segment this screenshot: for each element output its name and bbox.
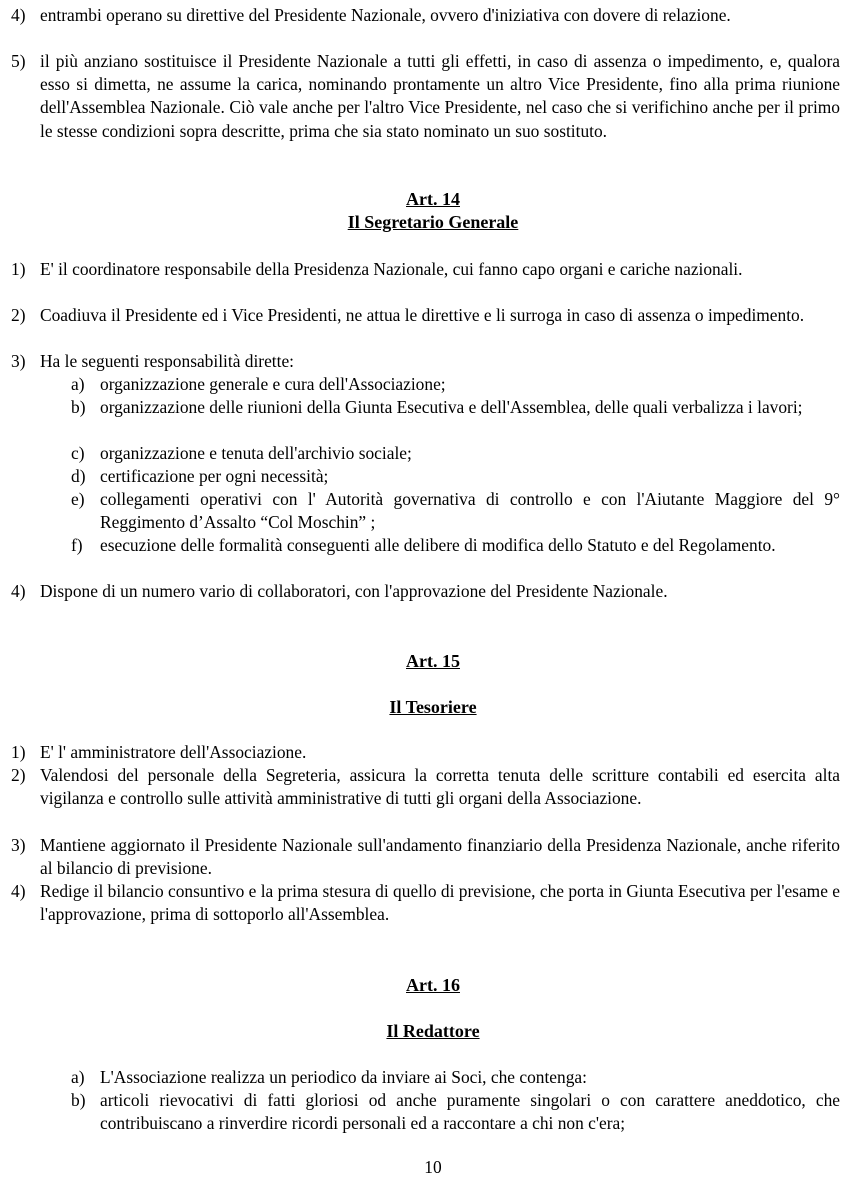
- item-text: Mantiene aggiornato il Presidente Nazionale sull'andamento finanziario della Presidenza Nazionale, anche riferito al bilancio di previsione.: [40, 835, 840, 879]
- article-title: Il Segretario Generale: [347, 212, 519, 232]
- item-text: esecuzione delle formalità conseguenti alle delibere di modifica dello Statuto e del Regolamento.: [100, 535, 776, 555]
- page-number: 10: [424, 1157, 442, 1177]
- item-number: 5): [11, 51, 26, 71]
- item-text: Dispone di un numero vario di collaboratori, con l'approvazione del Presidente Nazionale.: [40, 581, 668, 601]
- item-text: Valendosi del personale della Segreteria, assicura la corretta tenuta delle scritture contabili ed esercita alta vigilanza e controllo sulle attività amministrative di tutti gli organi della Associazione.: [40, 765, 840, 809]
- item-number: 4): [11, 881, 26, 901]
- item-letter: d): [71, 466, 86, 486]
- item-number: 3): [11, 351, 26, 371]
- item-text: certificazione per ogni necessità;: [100, 466, 329, 486]
- item-letter: a): [71, 374, 85, 394]
- item-text: organizzazione delle riunioni della Giunta Esecutiva e dell'Assemblea, delle quali verbalizza i lavori;: [100, 397, 803, 417]
- item-letter: b): [71, 397, 86, 417]
- item-letter: f): [71, 535, 83, 555]
- item-text: il più anziano sostituisce il Presidente Nazionale a tutti gli effetti, in caso di assenza o impedimento, e, qualora esso si dimetta, ne assume la carica, nominando prontamente un altro Vice Presidente, fino alla prima riunione dell'Assemblea Nazionale. Ciò vale anche per l'altro Vice Presidente, nel caso che si verifichino anche per il primo le stesse condizioni sopra descritte, prima che sia stato nominato un suo sostituto.: [40, 51, 840, 141]
- item-text: Coadiuva il Presidente ed i Vice Presidenti, ne attua le direttive e li surroga in caso di assenza o impedimento.: [40, 305, 805, 325]
- item-number: 2): [11, 765, 26, 785]
- item-letter: e): [71, 489, 85, 509]
- item-text: organizzazione generale e cura dell'Associazione;: [100, 374, 446, 394]
- item-text: E' il coordinatore responsabile della Presidenza Nazionale, cui fanno capo organi e cariche nazionali.: [40, 259, 743, 279]
- item-text: articoli rievocativi di fatti gloriosi od anche puramente singolari o con carattere aneddotico, che contribuiscano a rinverdire ricordi personali ed a raccontare a chi non c'era;: [100, 1090, 840, 1134]
- item-number: 1): [11, 742, 26, 762]
- item-text: L'Associazione realizza un periodico da inviare ai Soci, che contenga:: [100, 1067, 587, 1087]
- item-text: collegamenti operativi con l' Autorità governativa di controllo e con l'Aiutante Maggiore del 9° Reggimento d’Assalto “Col Moschin” ;: [100, 489, 840, 533]
- article-title: Il Tesoriere: [389, 697, 477, 717]
- item-number: 4): [11, 581, 26, 601]
- item-letter: c): [71, 443, 85, 463]
- item-text: organizzazione e tenuta dell'archivio sociale;: [100, 443, 412, 463]
- item-text: Ha le seguenti responsabilità dirette:: [40, 351, 295, 371]
- item-number: 2): [11, 305, 26, 325]
- article-number: Art. 16: [406, 975, 460, 995]
- item-text: entrambi operano su direttive del Presidente Nazionale, ovvero d'iniziativa con dovere di relazione.: [40, 5, 731, 25]
- article-number: Art. 14: [406, 189, 460, 209]
- item-text: Redige il bilancio consuntivo e la prima stesura di quello di previsione, che porta in Giunta Esecutiva per l'esame e l'approvazione, prima di sottoporlo all'Assemblea.: [40, 881, 840, 925]
- item-number: 3): [11, 835, 26, 855]
- item-number: 1): [11, 259, 26, 279]
- item-letter: a): [71, 1067, 85, 1087]
- item-letter: b): [71, 1090, 86, 1110]
- article-number: Art. 15: [406, 651, 460, 671]
- item-number: 4): [11, 5, 26, 25]
- article-title: Il Redattore: [386, 1021, 480, 1041]
- item-text: E' l' amministratore dell'Associazione.: [40, 742, 307, 762]
